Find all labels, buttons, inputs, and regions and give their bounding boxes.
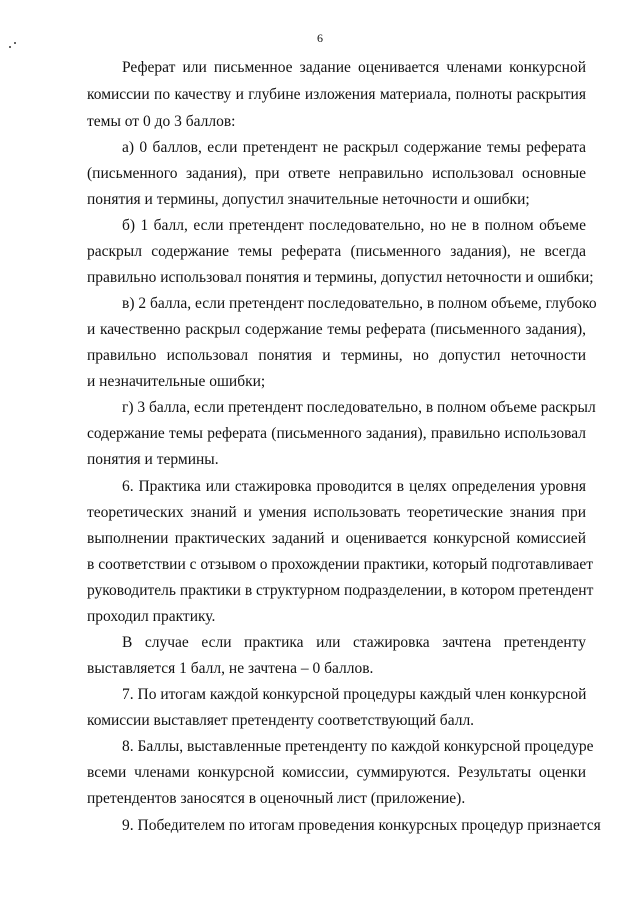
text-line: понятия и термины, допустил значительные неточности и ошибки; — [87, 191, 530, 208]
text-line: (письменного задания), при ответе неправильно использовал основные — [87, 165, 586, 182]
text-line: правильно использовал понятия и термины, но допустил неточности — [87, 347, 586, 364]
text-line: в) 2 балла, если претендент последовательно, в полном объеме, глубоко — [122, 295, 597, 312]
text-line: руководитель практики в структурном подразделении, в котором претендент — [87, 582, 594, 599]
text-line: проходил практику. — [87, 608, 216, 625]
text-line: комиссии выставляет претенденту соответствующий балл. — [87, 712, 475, 729]
text-line: темы от 0 до 3 баллов: — [87, 113, 236, 130]
page-number: 6 — [317, 31, 323, 45]
text-line: б) 1 балл, если претендент последовательно, но не в полном объеме — [122, 217, 586, 234]
text-line: и незначительные ошибки; — [87, 373, 266, 390]
text-line: г) 3 балла, если претендент последовательно, в полном объеме раскрыл — [122, 399, 596, 416]
text-line: выполнении практических заданий и оценивается конкурсной комиссией — [87, 530, 586, 547]
text-line: претендентов заносятся в оценочный лист (приложение). — [87, 790, 466, 807]
text-line: а) 0 баллов, если претендент не раскрыл содержание темы реферата — [122, 139, 586, 156]
text-line: раскрыл содержание темы реферата (письменного задания), не всегда — [87, 243, 586, 260]
text-line: теоретических знаний и умения использовать теоретические знания при — [87, 504, 586, 521]
text-line: 7. По итогам каждой конкурсной процедуры каждый член конкурсной — [122, 686, 587, 703]
text-line: 8. Баллы, выставленные претенденту по каждой конкурсной процедуре — [122, 738, 594, 755]
scan-speck — [9, 46, 11, 48]
scan-speck — [14, 42, 16, 44]
text-line: Реферат или письменное задание оценивается членами конкурсной — [122, 59, 586, 76]
text-line: содержание темы реферата (письменного задания), правильно использовал — [87, 425, 586, 442]
text-line: выставляется 1 балл, не зачтена – 0 баллов. — [87, 660, 374, 677]
text-line: комиссии по качеству и глубине изложения материала, полноты раскрытия — [87, 86, 586, 103]
text-line: 9. Победителем по итогам проведения конкурсных процедур признается — [122, 817, 601, 834]
text-line: В случае если практика или стажировка зачтена претенденту — [122, 634, 586, 651]
text-line: 6. Практика или стажировка проводится в целях определения уровня — [122, 478, 586, 495]
text-line: и качественно раскрыл содержание темы реферата (письменного задания), — [87, 321, 586, 338]
text-line: всеми членами конкурсной комиссии, суммируются. Результаты оценки — [87, 764, 586, 781]
text-line: понятия и термины. — [87, 451, 219, 468]
text-line: правильно использовал понятия и термины, допустил неточности и ошибки; — [87, 269, 594, 286]
text-line: в соответствии с отзывом о прохождении практики, который подготавливает — [87, 556, 594, 573]
